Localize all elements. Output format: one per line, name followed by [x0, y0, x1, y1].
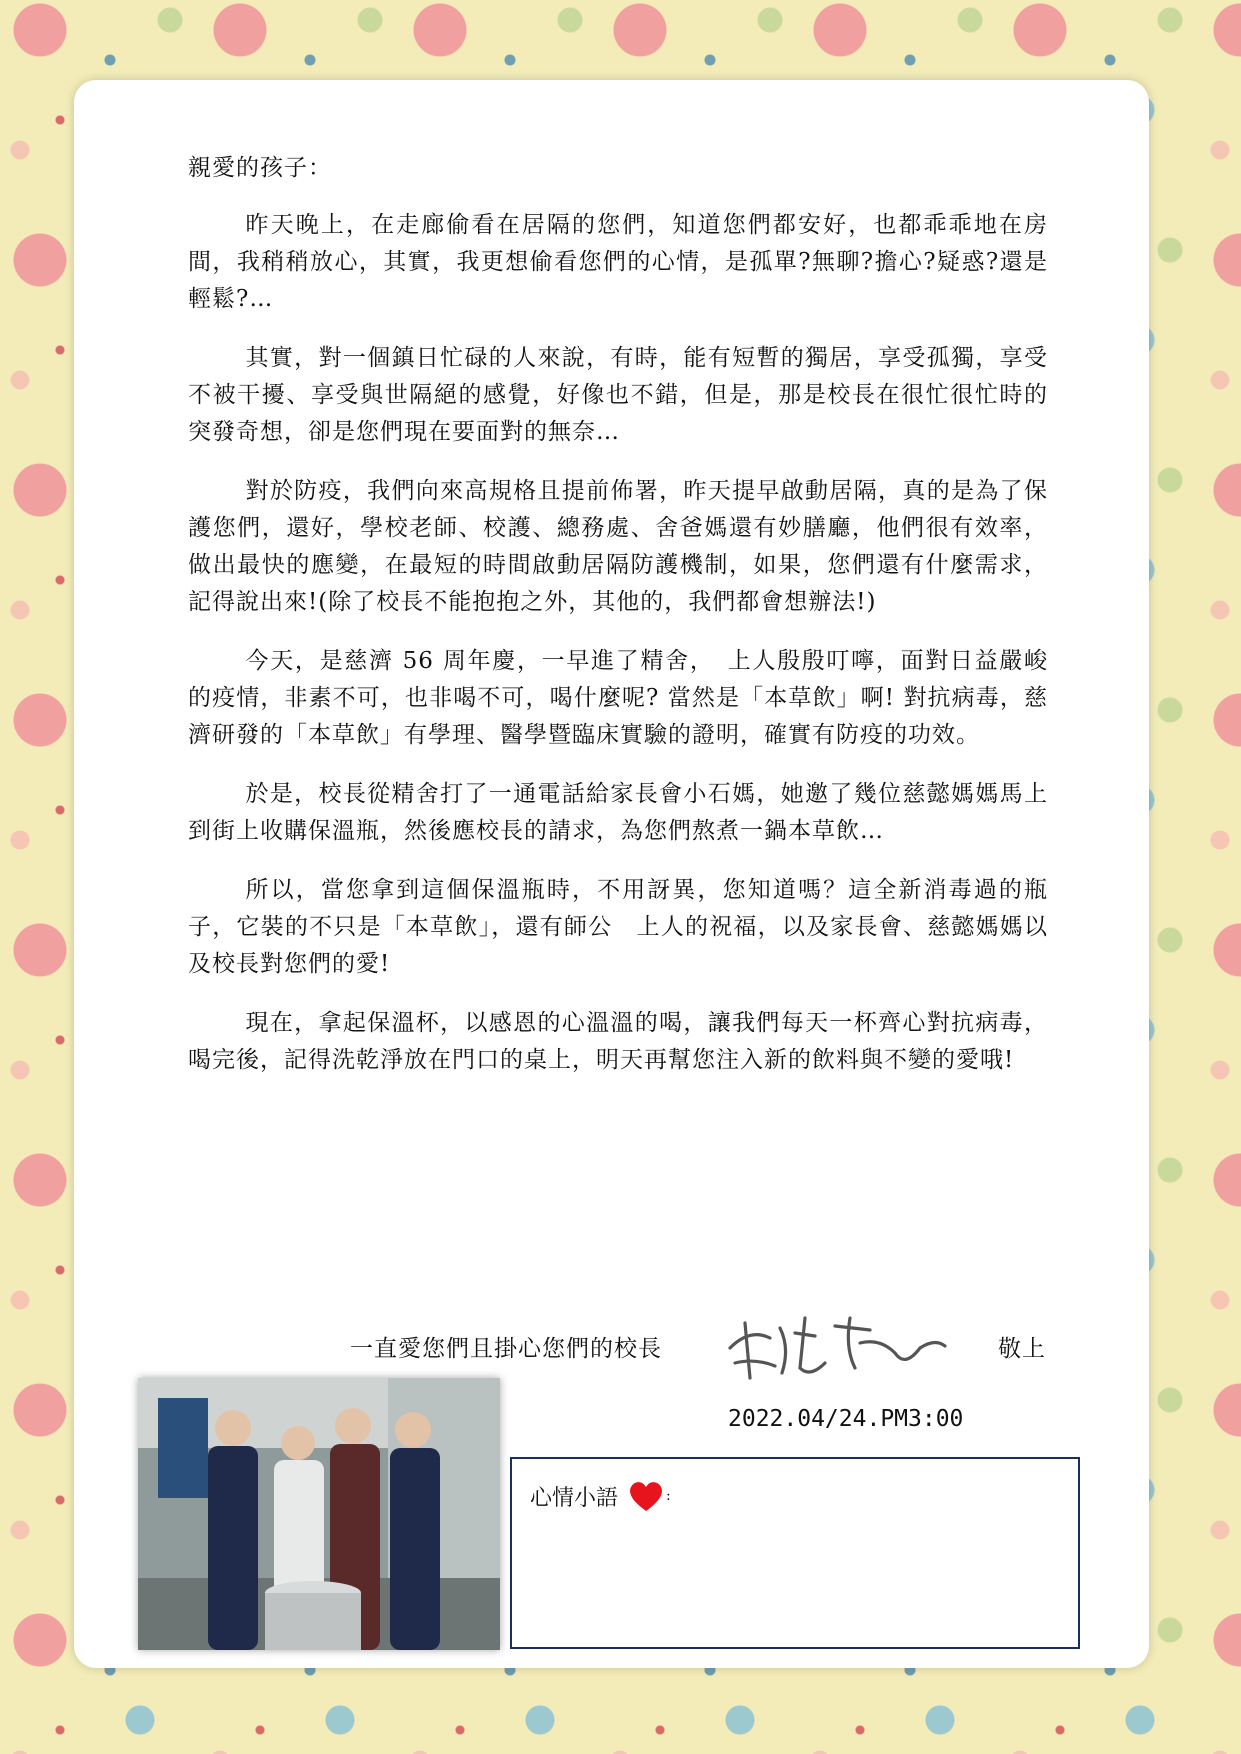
mood-note-title: 心情小語: [530, 1485, 619, 1511]
mood-note-label: [530, 1479, 671, 1513]
mood-note-box: [510, 1457, 1080, 1649]
paragraph: 對於防疫，我們向來高規格且提前佈署，昨天提早啟動居隔，真的是為了保護您們，還好，學校老師、校護、總務處、舍爸媽還有妙膳廳，他們很有效率，做出最快的應變，在最短的時間啟動居隔防護機制，如果，您們還有什麼需求，記得說出來!(除了校長不能抱抱之外，其他的，我們都會想辦法!): [188, 478, 1048, 615]
photo-four-women-with-pot: [138, 1378, 500, 1650]
letter-body: [188, 150, 1048, 1101]
paragraph: 其實，對一個鎮日忙碌的人來說，有時，能有短暫的獨居，享受孤獨，享受不被干擾、享受與世隔絕的感覺，好像也不錯，但是，那是校長在很忙很忙時的突發奇想，卻是您們現在要面對的無奈…: [188, 345, 1048, 445]
closing-sender: 一直愛您們且掛心您們的校長: [350, 1336, 662, 1362]
signature-image: [720, 1308, 950, 1388]
paragraph: 現在，拿起保溫杯，以感恩的心溫溫的喝，讓我們每天一杯齊心對抗病毒，喝完後，記得洗乾淨放在門口的桌上，明天再幫您注入新的飲料與不變的愛哦!: [188, 1010, 1048, 1073]
letter-closing: [350, 1320, 1060, 1380]
heart-icon: [628, 1479, 664, 1513]
paragraph: 於是，校長從精舍打了一通電話給家長會小石媽，她邀了幾位慈懿媽媽馬上到街上收購保溫瓶，然後應校長的請求，為您們熬煮一鍋本草飲…: [188, 781, 1048, 844]
letter-date: 2022.04/24.PM3:00: [728, 1406, 964, 1432]
mood-note-colon: :: [666, 1488, 671, 1504]
paragraph: 昨天晚上，在走廊偷看在居隔的您們，知道您們都安好，也都乖乖地在房間，我稍稍放心，其實，我更想偷看您們的心情，是孤單?無聊?擔心?疑惑?還是輕鬆?…: [188, 212, 1048, 312]
paragraph: 所以，當您拿到這個保溫瓶時，不用訝異，您知道嗎？這全新消毒過的瓶子，它裝的不只是「本草飲」，還有師公 上人的祝福，以及家長會、慈懿媽媽以及校長對您們的愛!: [188, 877, 1048, 977]
salutation: 親愛的孩子：: [188, 155, 332, 181]
paragraph: 今天，是慈濟 56 周年慶，一早進了精舍， 上人殷殷叮嚀，面對日益嚴峻的疫情，非素不可，也非喝不可，喝什麼呢? 當然是「本草飲」啊! 對抗病毒，慈濟研發的「本草飲」有學理、醫學暨臨床實驗的證明，確實有防疫的功效。: [188, 648, 1048, 748]
closing-respect: 敬上: [998, 1336, 1046, 1362]
